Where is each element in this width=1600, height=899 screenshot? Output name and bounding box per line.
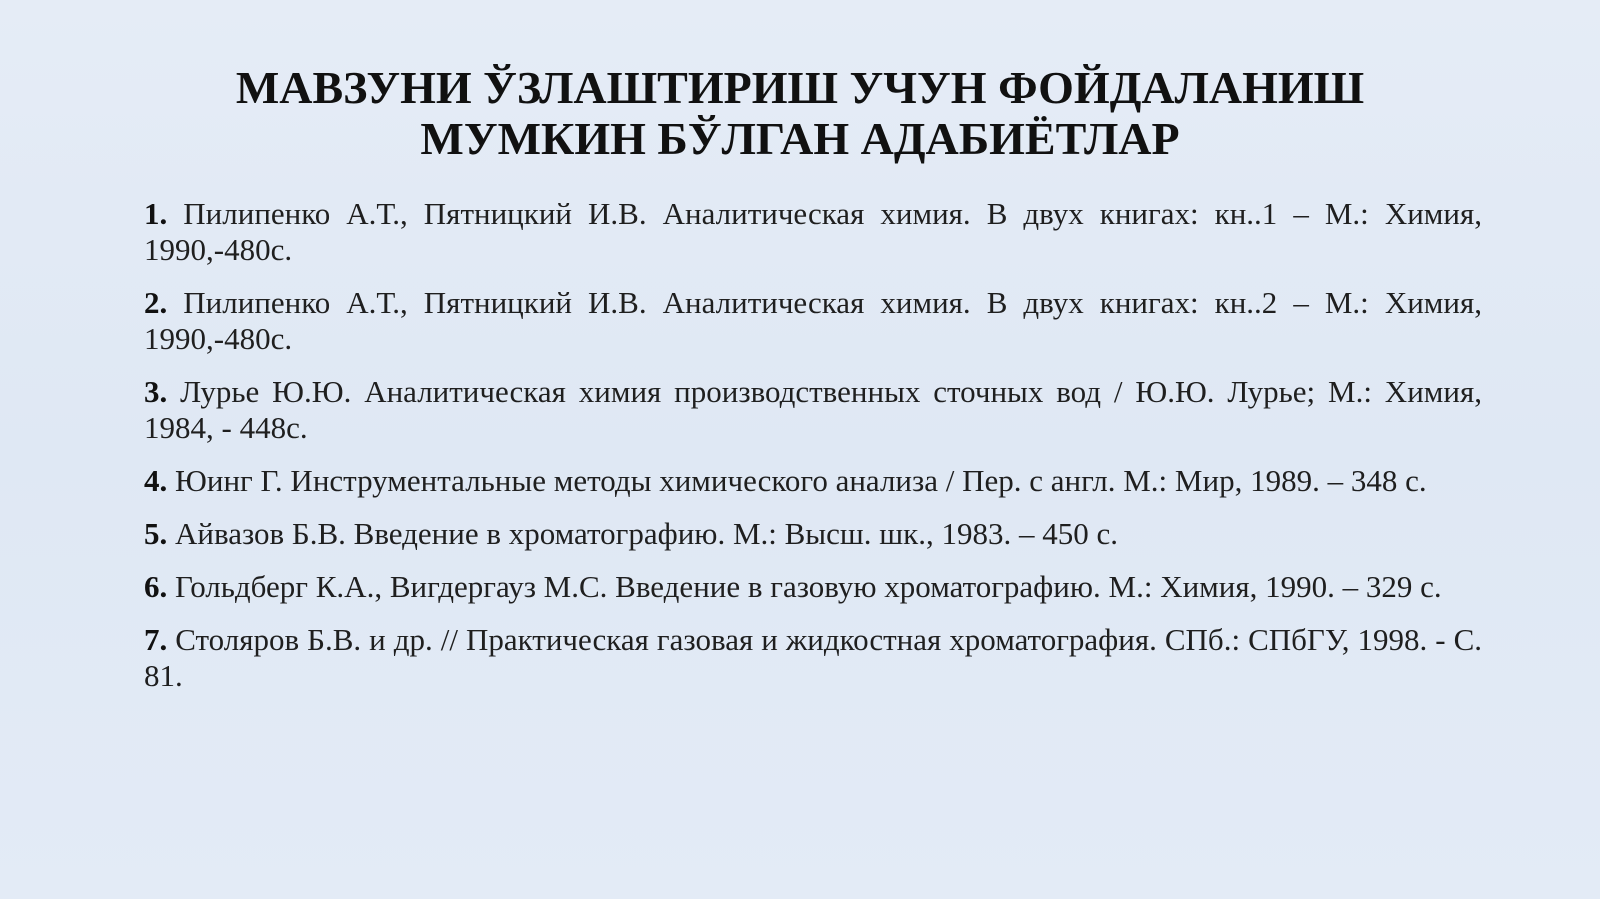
reference-number: 7.	[144, 622, 168, 657]
reference-text: Пилипенко А.Т., Пятницкий И.В. Аналитическая химия. В двух книгах: кн..1 – М.: Химия, 1990,-480с.	[144, 196, 1483, 267]
reference-list	[144, 196, 1482, 711]
reference-item	[144, 622, 1482, 694]
reference-number: 1.	[144, 196, 168, 231]
reference-number: 5.	[144, 516, 168, 551]
reference-number: 2.	[144, 285, 168, 320]
slide-title	[100, 62, 1500, 164]
reference-number: 6.	[144, 569, 168, 604]
reference-text: Пилипенко А.Т., Пятницкий И.В. Аналитическая химия. В двух книгах: кн..2 – М.: Химия, 1990,-480с.	[144, 285, 1483, 356]
reference-item	[144, 516, 1482, 552]
reference-text: Лурье Ю.Ю. Аналитическая химия производственных сточных вод / Ю.Ю. Лурье; М.: Химия, 1984, - 448с.	[144, 374, 1482, 445]
slide-title-line-1: МАВЗУНИ ЎЗЛАШТИРИШ УЧУН ФОЙДАЛАНИШ	[235, 62, 1365, 113]
reference-text: Айвазов Б.В. Введение в хроматографию. М.: Высш. шк., 1983. – 450 с.	[175, 516, 1118, 551]
reference-item	[144, 196, 1482, 268]
reference-number: 4.	[144, 463, 168, 498]
slide-title-line-2: МУМКИН БЎЛГАН АДАБИЁТЛАР	[420, 113, 1180, 164]
reference-text: Гольдберг К.А., Вигдергауз М.С. Введение в газовую хроматографию. М.: Химия, 1990. – 329 с.	[175, 569, 1442, 604]
reference-item	[144, 285, 1482, 357]
reference-text: Столяров Б.В. и др. // Практическая газовая и жидкостная хроматография. СПб.: СПбГУ, 1998. - С. 81.	[144, 622, 1483, 693]
reference-item	[144, 463, 1482, 499]
reference-text: Юинг Г. Инструментальные методы химического анализа / Пер. с англ. М.: Мир, 1989. – 348 с.	[175, 463, 1427, 498]
reference-item	[144, 374, 1482, 446]
reference-item	[144, 569, 1482, 605]
reference-number: 3.	[144, 374, 168, 409]
